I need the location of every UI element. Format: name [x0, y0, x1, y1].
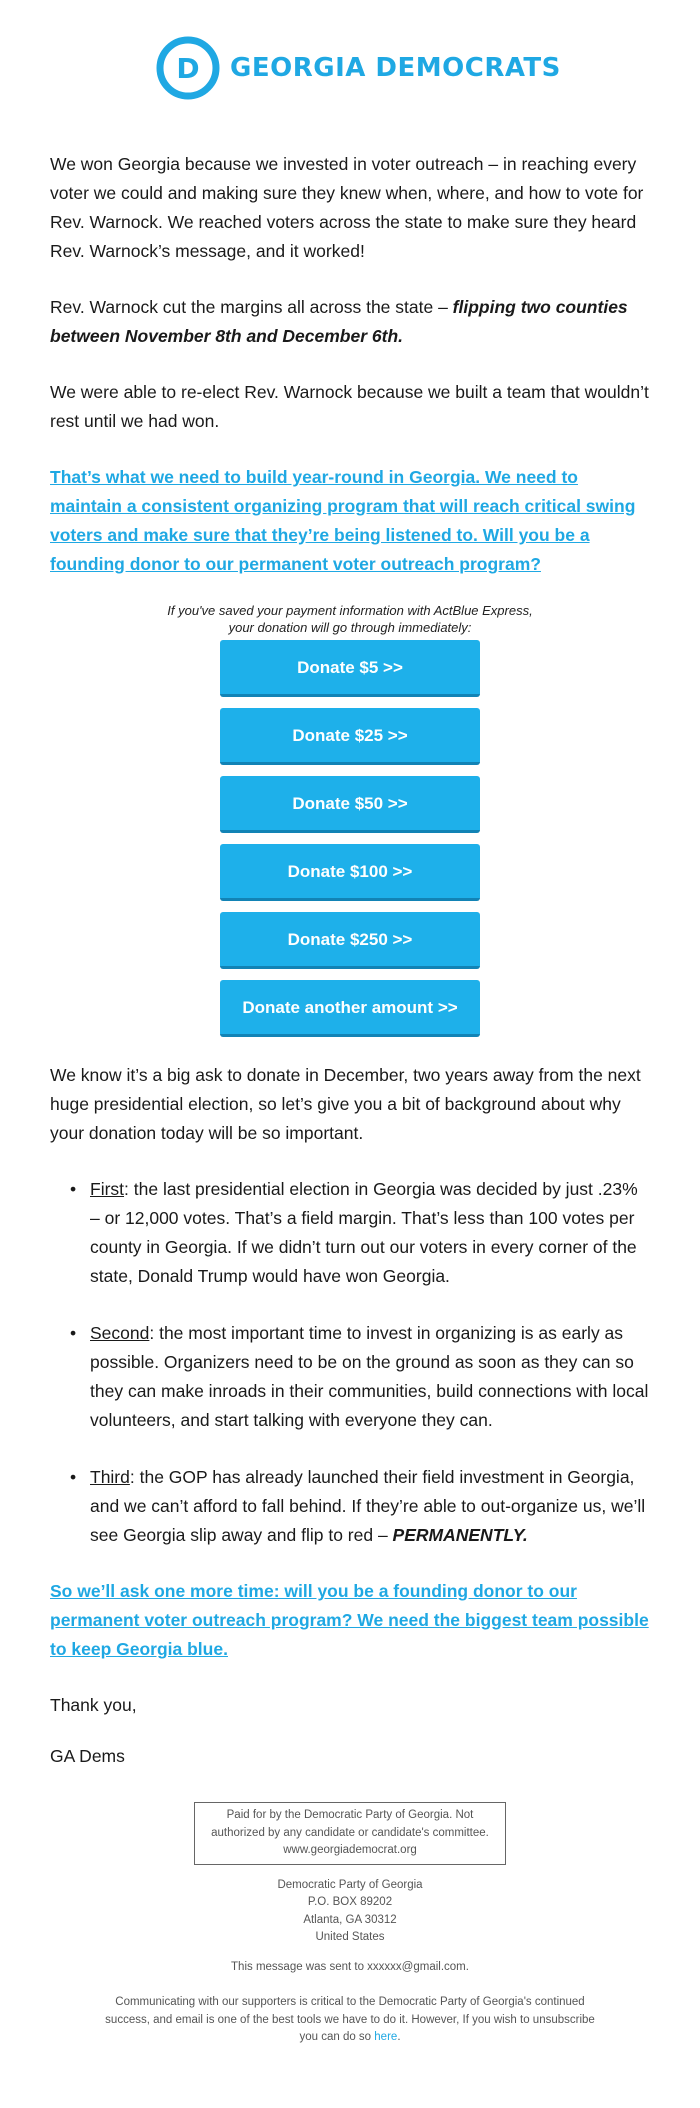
unsubscribe-end: . — [397, 2031, 401, 2043]
team-paragraph: We were able to re-elect Rev. Warnock because we built a team that wouldn’t rest until we had won. — [50, 382, 649, 431]
reason-lead-third: Third — [90, 1467, 130, 1487]
reasons-list — [70, 1175, 650, 1550]
donate-250-button[interactable]: Donate $250 >> — [220, 912, 480, 969]
donate-button-group — [50, 640, 650, 1048]
bullet-icon: • — [70, 1323, 77, 1343]
bullet-icon: • — [70, 1467, 77, 1487]
actblue-note-line-1: If you've saved your payment information with ActBlue Express, — [167, 603, 533, 618]
reason-lead-second: Second — [90, 1323, 150, 1343]
unsubscribe-notice — [100, 1994, 600, 2047]
address-line: Democratic Party of Georgia — [277, 1878, 423, 1891]
signoff: Thank you, — [50, 1695, 137, 1715]
actblue-express-note — [50, 602, 650, 636]
svg-text:D: D — [176, 52, 200, 85]
background-paragraph: We know it’s a big ask to donate in December, two years away from the next huge presidential election, so let’s give you a bit of background about why your donation today will be so important. — [50, 1065, 641, 1143]
reason-lead-first: First — [90, 1179, 125, 1199]
margins-text: Rev. Warnock cut the margins all across the state – — [50, 297, 453, 317]
signature: GA Dems — [50, 1746, 125, 1766]
democrats-d-logo-icon — [156, 36, 220, 100]
donate-other-amount-button[interactable]: Donate another amount >> — [220, 980, 480, 1037]
unsubscribe-link[interactable]: here — [374, 2031, 398, 2043]
list-item — [70, 1175, 650, 1291]
margins-paragraph — [50, 293, 650, 351]
mailing-address — [0, 1877, 700, 1947]
email-footer — [0, 1802, 700, 2047]
georgia-democrats-logo[interactable] — [156, 36, 561, 100]
intro-paragraph: We won Georgia because we invested in voter outreach – in reaching every voter we could and making sure they knew when, where, and how to vote for Rev. Warnock. We reached voters across the state to make sure they heard Rev. Warnock’s message, and it worked! — [50, 154, 644, 261]
address-line: P.O. BOX 89202 — [307, 1896, 393, 1908]
email-body — [50, 150, 650, 1798]
address-line: United States — [315, 1931, 385, 1943]
donate-25-button[interactable]: Donate $25 >> — [220, 708, 480, 765]
founding-donor-cta-link[interactable]: That’s what we need to build year-round in Georgia. We need to maintain a consistent organizing program that will reach critical swing voters and make sure that they’re being listened to. Will you be a founding donor to our permanent voter outreach program? — [50, 467, 636, 574]
unsubscribe-text: Communicating with our supporters is critical to the Democratic Party of Georgia's continued success, and email is one of the best tools we have to do it. However, If you wish to unsubscribe you can do so — [105, 1996, 595, 2043]
bullet-icon: • — [70, 1179, 77, 1199]
brand-name: GEORGIA DEMOCRATS — [230, 53, 561, 83]
reason-text-first: : the last presidential election in Georgia was decided by just .23% – or 12,000 votes. That’s a field margin. That’s less than 100 votes per county in Georgia. If we didn’t turn out our voters in every corner of the state, Donald Trump would have won Georgia. — [90, 1179, 638, 1286]
donate-50-button[interactable]: Donate $50 >> — [220, 776, 480, 833]
actblue-note-line-2: your donation will go through immediately: — [228, 620, 472, 635]
list-item — [70, 1463, 650, 1550]
paid-for-disclaimer: Paid for by the Democratic Party of Georgia. Not authorized by any candidate or candidate's committee. www.georgiademocrat.org — [194, 1802, 506, 1865]
reason-text-third: : the GOP has already launched their field investment in Georgia, and we can’t afford to fall behind. If they’re able to out-organize us, we’ll see Georgia slip away and flip to red – — [90, 1467, 646, 1545]
donate-100-button[interactable]: Donate $100 >> — [220, 844, 480, 901]
keep-georgia-blue-cta-link[interactable]: So we’ll ask one more time: will you be a founding donor to our permanent voter outreach program? We need the biggest team possible to keep Georgia blue. — [50, 1581, 649, 1659]
margins-emphasis: flipping two counties between November 8th and December 6th. — [50, 297, 628, 346]
reason-emphasis-third: PERMANENTLY. — [392, 1525, 528, 1545]
address-line: Atlanta, GA 30312 — [303, 1913, 397, 1926]
sent-to-notice: This message was sent to xxxxxx@gmail.com. — [231, 1960, 469, 1973]
donate-5-button[interactable]: Donate $5 >> — [220, 640, 480, 697]
list-item — [70, 1319, 650, 1435]
reason-text-second: : the most important time to invest in organizing is as early as possible. Organizers need to be on the ground as soon as they can so they can make inroads in their communities, build connections with local volunteers, and start talking with everyone they can. — [90, 1323, 649, 1430]
